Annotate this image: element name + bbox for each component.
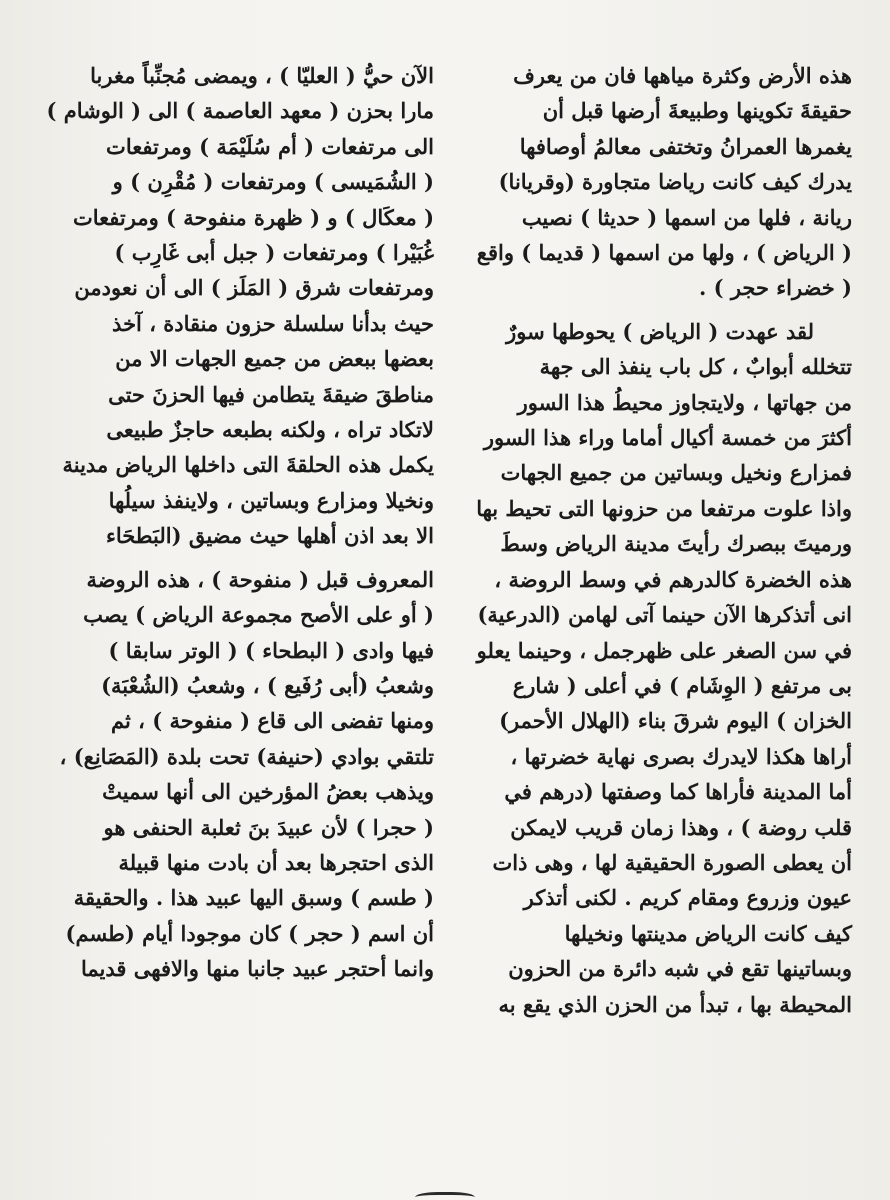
- page-number-mark: [415, 1192, 475, 1200]
- page-number-fragment: [400, 1188, 490, 1200]
- right-paragraph-2: لقد عهدت ( الرياض ) يحوطها سورٌ تتخلله أبوابٌ ، كل باب ينفذ الى جهة من جهاتها ، ولايتجاوز محيطُ هذا السور أكثرَ من خمسة أكيال أماما وراء هذا السور فمزارع ونخيل وبساتين من جميع الجهات واذا علوت مرتفعا من حزونها التى تحيط بها ورميتَ ببصرك رأيتَ مدينة الرياض وسطَ هذه الخضرة كالدرهم في وسط الروضة ، انى أتذكرها الآن حينما آتى لهامن (الدرعية) في سن الصغر على ظهرجمل ، وحينما يعلو بى مرتفع ( الوِشَام ) في أعلى ( شارع الخزان ) اليوم شرقَ بناء (الهلال الأحمر) أراها هكذا لايدرك بصرى نهاية خضرتها ، أما المدينة فأراها كما وصفتها (درهم في قلب روضة ) ، وهذا زمان قريب لايمكن أن يعطى الصورة الحقيقية لها ، وهى ذات عيون وزروع ومقام كريم . لكنى أتذكر كيف كانت الرياض مدينتها ونخيلها وبساتينها تقع في شبه دائرة من الحزون المحيطة بها ، تبدأ من الحزن الذي يقع به: [476, 318, 852, 1017]
- left-paragraph-2: المعروف قبل ( منفوحة ) ، هذه الروضة ( أو على الأصح مجموعة الرياض ) يصب فيها وادى ( البطحاء ) ( الوتر سابقا ) وشعبُ (أبى رُفَيع ) ، وشعبُ (الشُعْبَة) ومنها تفضى الى قاع ( منفوحة ) ، ثم تلتقي بوادي (حنيفة) تحت بلدة (المَصَانِع) ، ويذهب بعضُ المؤرخين الى أنها سميتْ ( حجرا ) لأن عبيدَ بنَ ثعلبة الحنفى هو الذى احتجرها بعد أن بادت منها قبيلة ( طسم ) وسبق اليها عبيد هذا . والحقيقة أن اسم ( حجر ) كان موجودا أيام (طسم) وانما أحتجر عبيد جانبا منها والافهى قديما: [59, 566, 434, 982]
- left-text-column: [44, 58, 434, 987]
- right-text-column: [462, 58, 852, 1022]
- left-paragraph-1: الآن حيُّ ( العليّا ) ، ويمضى مُجنِّباً مغربا مارا بحزن ( معهد العاصمة ) الى ( الوشام ) الى مرتفعات ( أم سُلَيْمَة ) ومرتفعات ( الشُمَيسى ) ومرتفعات ( مُقْرِن ) و ( معكَال ) و ( ظهرة منفوحة ) ومرتفعات غُبَيْرا ) ومرتفعات ( جبل أبى غَارِب ) ومرتفعات شرق ( المَلَز ) الى أن نعودمن حيث بدأنا سلسلة حزون منقادة ، آخذ بعضها ببعض من جميع الجهات الا من مناطقَ ضيقةَ يتطامن فيها الحزنَ حتى لاتكاد تراه ، ولكنه بطبعه حاجزٌ طبيعى يكمل هذه الحلقةَ التى داخلها الرياض مدينة ونخيلا ومزارع وبساتين ، ولاينفذ سيلُها الا بعد اذن أهلها حيث مضيق (البَطحَاء: [46, 63, 434, 549]
- right-paragraph-1: هذه الأرض وكثرة مياهها فان من يعرف حقيقةَ تكوينها وطبيعةَ أرضها قبل أن يغمرها العمرانُ وتختفى معالمُ أوصافها يدرك كيف كانت رياضا متجاورة (وقريانا) ريانة ، فلها من اسمها ( حديثا ) نصيب ( الرياض ) ، ولها من اسمها ( قديما ) واقع ( خضراء حجر ) .: [476, 63, 852, 301]
